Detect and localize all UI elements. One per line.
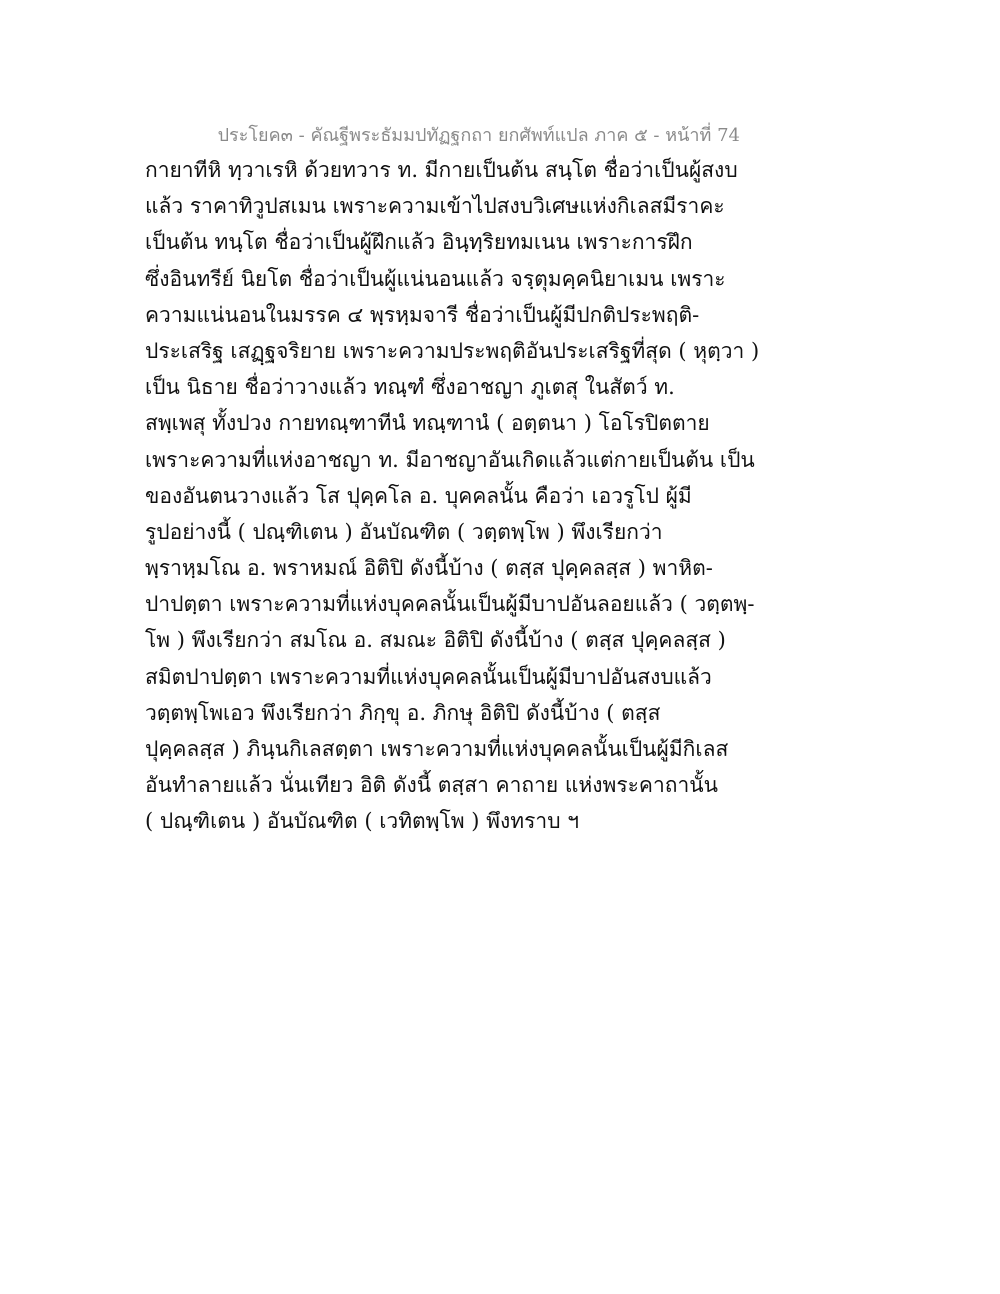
text-line: พฺราหฺมโณ อ. พราหมณ์ อิติปิ ดังนี้บ้าง ( ตสฺส ปุคฺคลสฺส ) พาหิต- xyxy=(145,556,713,581)
text-line: รูปอย่างนี้ ( ปณฺฑิเตน ) อันบัณฑิต ( วตฺตพฺโพ ) พึงเรียกว่า xyxy=(145,519,663,544)
text-line: เป็นต้น ทนฺโต ชื่อว่าเป็นผู้ฝึกแล้ว อินฺทฺริยทมเนน เพราะการฝึก xyxy=(145,230,693,255)
text-line: ปาปตฺตา เพราะความที่แห่งบุคคลนั้นเป็นผู้มีบาปอันลอยแล้ว ( วตฺตพฺ- xyxy=(145,592,755,617)
text-line: ของอันตนวางแล้ว โส ปุคฺคโล อ. บุคคลนั้น คือว่า เอวรูโป ผู้มี xyxy=(145,483,692,508)
text-line: ซึ่งอินทรีย์ นิยโต ชื่อว่าเป็นผู้แน่นอนแล้ว จรฺตุมคฺคนิยาเมน เพราะ xyxy=(145,266,726,291)
text-line: กายาทีหิ ทฺวาเรหิ ด้วยทวาร ท. มีกายเป็นต้น สนฺโต ชื่อว่าเป็นผู้สงบ xyxy=(145,158,738,182)
running-header: ประโยค๓ - คัณฐีพระธัมมปทัฏฐกถา ยกศัพท์แปล ภาค ๕ - หน้าที่ 74 xyxy=(217,125,740,146)
text-line: ประเสริฐ เสฏฺฐจริยาย เพราะความประพฤติอันประเสริฐที่สุด ( หุตฺวา ) xyxy=(145,338,760,363)
text-line: เป็น นิธาย ชื่อว่าวางแล้ว ทณฺฑํ ซึ่งอาชญา ภูเตสุ ในสัตว์ ท. xyxy=(145,375,675,400)
text-line: ( ปณฺฑิเตน ) อันบัณฑิต ( เวทิตพฺโพ ) พึงทราบ ฯ xyxy=(145,809,579,834)
text-line: ความแน่นอนในมรรค ๔ พฺรหฺมจารี ชื่อว่าเป็นผู้มีปกติประพฤติ- xyxy=(145,302,700,327)
text-line: เพราะความที่แห่งอาชญา ท. มีอาชญาอันเกิดแล้วแต่กายเป็นต้น เป็น xyxy=(145,447,755,472)
text-line: อันทำลายแล้ว นั่นเทียว อิติ ดังนี้ ตสฺสา คาถาย แห่งพระคาถานั้น xyxy=(145,773,718,798)
text-line: โพ ) พึงเรียกว่า สมโณ อ. สมณะ อิติปิ ดังนี้บ้าง ( ตสฺส ปุคฺคลสฺส ) xyxy=(145,628,726,653)
text-line: สมิตปาปตฺตา เพราะความที่แห่งบุคคลนั้นเป็นผู้มีบาปอันสงบแล้ว xyxy=(145,664,712,689)
text-line: วตฺตพฺโพเอว พึงเรียกว่า ภิกฺขุ อ. ภิกษุ อิติปิ ดังนี้บ้าง ( ตสฺส xyxy=(145,700,661,725)
text-line: ปุคฺคลสฺส ) ภินฺนกิเลสตฺตา เพราะความที่แห่งบุคคลนั้นเป็นผู้มีกิเลส xyxy=(145,737,729,761)
body-text xyxy=(145,152,760,840)
text-line: แล้ว ราคาทิวูปสเมน เพราะความเข้าไปสงบวิเศษแห่งกิเลสมีราคะ xyxy=(145,194,725,219)
text-line: สพฺเพสุ ทั้งปวง กายทณฺฑาทีนํ ทณฺฑานํ ( อตฺตนา ) โอโรปิตตาย xyxy=(145,411,710,436)
